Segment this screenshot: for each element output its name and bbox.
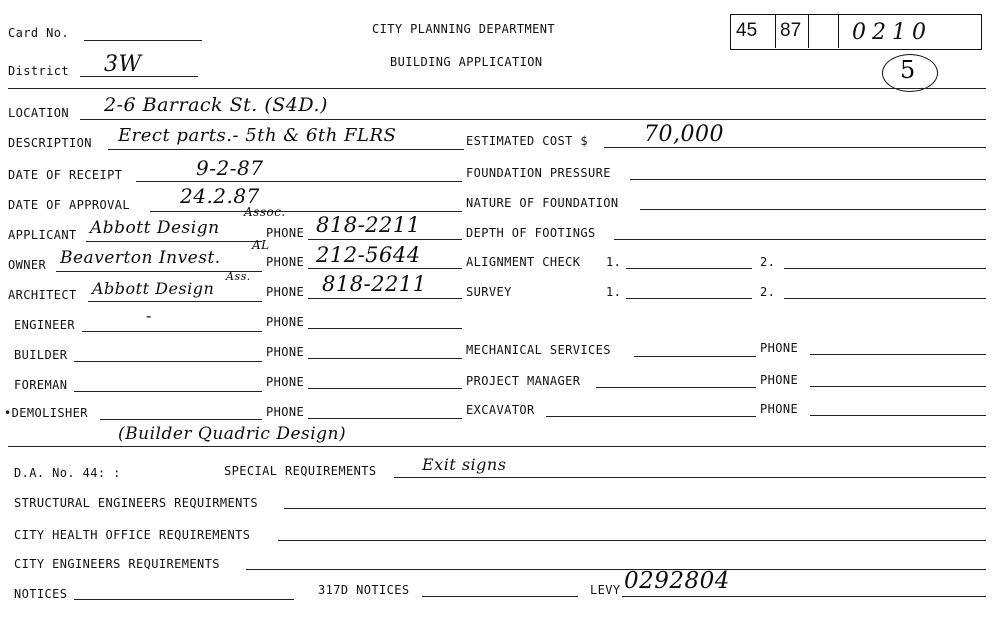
card-no-label: Card No.: [8, 26, 69, 40]
architect-note: Ass.: [226, 270, 251, 283]
applicant-note: Assoc.: [244, 205, 286, 219]
project-manager-phone-label: PHONE: [760, 373, 799, 387]
survey-item-2: 2.: [760, 285, 776, 299]
builder-note-line: [8, 446, 986, 447]
alignment-item-2: 2.: [760, 255, 776, 269]
builder-label: BUILDER: [14, 348, 68, 362]
owner-label: OWNER: [8, 258, 47, 272]
foreman-phone-label: PHONE: [266, 375, 305, 389]
project-manager-line: [596, 387, 756, 388]
special-requirements-line: [394, 477, 986, 478]
builder-line: [74, 361, 262, 362]
builder-phone-label: PHONE: [266, 345, 305, 359]
engineer-line: [82, 331, 262, 332]
header-divider: [8, 88, 986, 89]
engineer-label: ENGINEER: [14, 318, 75, 332]
mechanical-line: [634, 356, 756, 357]
levy-label: LEVY: [590, 583, 621, 597]
architect-phone-line: [308, 298, 462, 299]
receipt-line: [136, 181, 462, 182]
owner-note: AL: [252, 238, 270, 252]
owner-phone-value: 212-5644: [316, 243, 421, 267]
card-no-line: [84, 40, 202, 41]
alignment-item-1: 1.: [606, 255, 622, 269]
applicant-phone-label: PHONE: [266, 226, 305, 240]
architect-value: Abbott Design: [92, 279, 215, 298]
applicant-phone-line: [308, 239, 462, 240]
structural-label: STRUCTURAL ENGINEERS REQUIRMENTS: [14, 496, 258, 510]
survey-label: SURVEY: [466, 285, 512, 299]
survey-line-1: [626, 298, 752, 299]
excavator-phone-line: [810, 415, 986, 416]
estimated-cost-label: ESTIMATED COST $: [466, 134, 588, 148]
city-engineers-label: CITY ENGINEERS REQUIREMENTS: [14, 557, 220, 571]
applicant-phone-value: 818-2211: [316, 213, 421, 237]
foreman-label: FOREMAN: [14, 378, 68, 392]
levy-value: 0292804: [624, 568, 730, 594]
engineer-value: -: [146, 306, 152, 325]
excavator-line: [546, 416, 756, 417]
survey-item-1: 1.: [606, 285, 622, 299]
owner-phone-label: PHONE: [266, 255, 305, 269]
district-line: [80, 76, 198, 77]
depth-footings-line: [614, 239, 986, 240]
engineer-phone-line: [308, 328, 462, 329]
alignment-line-1: [626, 268, 752, 269]
location-value: 2-6 Barrack St. (S4D.): [104, 94, 328, 116]
applicant-line: [86, 241, 262, 242]
demolisher-phone-label: PHONE: [266, 405, 305, 419]
notices-label: NOTICES: [14, 587, 68, 601]
nature-foundation-line: [640, 209, 986, 210]
ref-divider-1: [775, 14, 776, 48]
levy-line: [622, 596, 986, 597]
foreman-phone-line: [308, 388, 462, 389]
approval-label: DATE OF APPROVAL: [8, 198, 130, 212]
foundation-pressure-label: FOUNDATION PRESSURE: [466, 166, 611, 180]
engineer-phone-label: PHONE: [266, 315, 305, 329]
nature-foundation-label: NATURE OF FOUNDATION: [466, 196, 619, 210]
department-title: CITY PLANNING DEPARTMENT: [372, 22, 555, 36]
estimated-cost-line: [604, 147, 986, 148]
health-label: CITY HEALTH OFFICE REQUIREMENTS: [14, 528, 251, 542]
mechanical-phone-label: PHONE: [760, 341, 799, 355]
structural-line: [284, 508, 986, 509]
owner-value: Beaverton Invest.: [60, 248, 221, 268]
architect-phone-value: 818-2211: [322, 272, 427, 296]
description-line: [108, 149, 464, 150]
depth-footings-label: DEPTH OF FOOTINGS: [466, 226, 596, 240]
foreman-line: [74, 391, 262, 392]
ref-box-2-value: 87: [780, 20, 802, 41]
owner-phone-line: [308, 268, 462, 269]
project-manager-label: PROJECT MANAGER: [466, 374, 581, 388]
form-title: BUILDING APPLICATION: [390, 55, 543, 69]
mechanical-phone-line: [810, 354, 986, 355]
special-requirements-value: Exit signs: [422, 455, 507, 474]
survey-line-2: [784, 298, 986, 299]
architect-label: ARCHITECT: [8, 288, 77, 302]
ref-number: 0210: [852, 20, 932, 45]
description-value: Erect parts.- 5th & 6th FLRS: [118, 125, 397, 146]
district-value: 3W: [104, 52, 142, 77]
applicant-label: APPLICANT: [8, 228, 77, 242]
approval-line: [150, 211, 462, 212]
project-manager-phone-line: [810, 386, 986, 387]
notices-317d-label: 317D NOTICES: [318, 583, 410, 597]
da-label: D.A. No. 44: :: [14, 466, 121, 480]
applicant-value: Abbott Design: [90, 218, 220, 238]
approval-value: 24.2.87: [180, 184, 260, 208]
alignment-label: ALIGNMENT CHECK: [466, 255, 581, 269]
demolisher-phone-line: [308, 418, 462, 419]
location-line: [80, 119, 986, 120]
receipt-value: 9-2-87: [196, 156, 264, 180]
demolisher-label: •DEMOLISHER: [4, 406, 88, 420]
foundation-pressure-line: [630, 179, 986, 180]
health-line: [278, 540, 986, 541]
builder-note: (Builder Quadric Design): [118, 424, 347, 444]
mechanical-label: MECHANICAL SERVICES: [466, 343, 611, 357]
estimated-cost-value: 70,000: [644, 122, 724, 147]
demolisher-line: [100, 419, 262, 420]
description-label: DESCRIPTION: [8, 136, 92, 150]
ref-box-1-value: 45: [736, 20, 758, 41]
receipt-label: DATE OF RECEIPT: [8, 168, 123, 182]
demolisher-label-text: DEMOLISHER: [11, 406, 88, 420]
special-requirements-label: SPECIAL REQUIREMENTS: [224, 464, 377, 478]
architect-line: [88, 301, 262, 302]
circled-number: 5: [900, 56, 916, 84]
architect-phone-label: PHONE: [266, 285, 305, 299]
district-label: District: [8, 64, 69, 78]
notices-line: [74, 599, 294, 600]
city-engineers-line: [246, 569, 986, 570]
ref-divider-3: [838, 14, 839, 48]
alignment-line-2: [784, 268, 986, 269]
ref-divider-2: [808, 14, 809, 48]
excavator-phone-label: PHONE: [760, 402, 799, 416]
location-label: LOCATION: [8, 106, 69, 120]
notices-317d-line: [422, 596, 578, 597]
builder-phone-line: [308, 358, 462, 359]
excavator-label: EXCAVATOR: [466, 403, 535, 417]
